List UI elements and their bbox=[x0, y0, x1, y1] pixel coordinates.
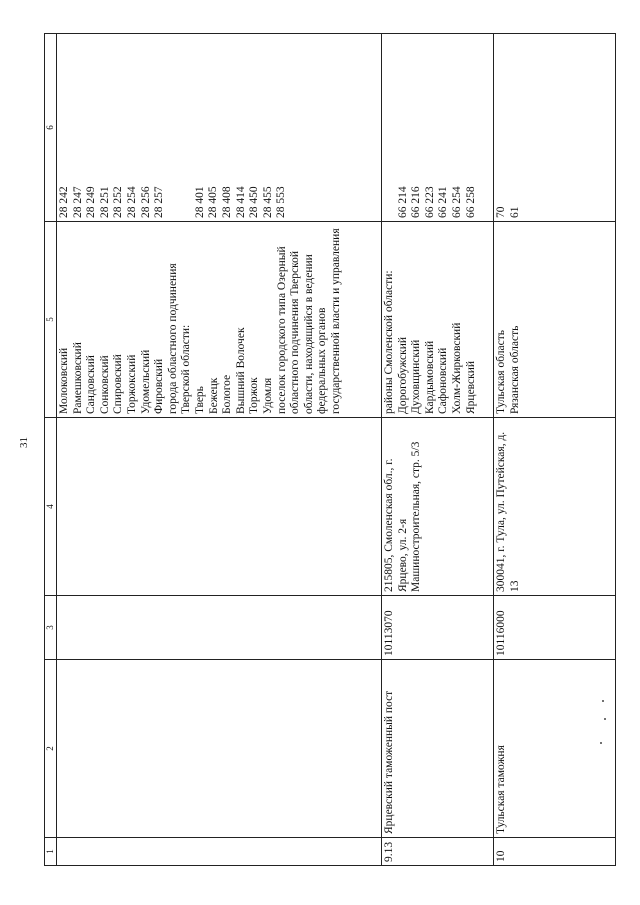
table-row-9-13 bbox=[382, 34, 494, 866]
okato-code: 28 251 bbox=[98, 186, 111, 218]
table-row-10 bbox=[494, 34, 616, 866]
okato-code: 70 bbox=[495, 206, 507, 218]
table-row-continuation bbox=[57, 34, 382, 866]
cell-address bbox=[494, 418, 616, 596]
header-col-3: 3 bbox=[45, 596, 57, 660]
okato-code-spacer bbox=[167, 37, 194, 218]
okato-code: 28 256 bbox=[139, 186, 152, 218]
cell-codes bbox=[57, 34, 382, 222]
okato-code: 28 414 bbox=[234, 186, 247, 218]
header-col-6: 6 bbox=[45, 34, 57, 222]
cell-districts bbox=[57, 222, 382, 418]
district-name: Сонковский bbox=[98, 355, 111, 414]
header-col-2: 2 bbox=[45, 660, 57, 838]
cell-address bbox=[382, 418, 494, 596]
table-header-row bbox=[45, 34, 57, 866]
cell-num bbox=[57, 838, 382, 866]
cell-num: 9.13 bbox=[382, 838, 494, 866]
okato-code: 28 408 bbox=[220, 186, 233, 218]
okato-code: 28 553 bbox=[275, 186, 288, 218]
district-name: Духовщинский bbox=[410, 339, 423, 414]
cell-code: 10113070 bbox=[382, 596, 494, 660]
district-name: Холм-Жирковский bbox=[450, 322, 463, 414]
district-name: Сандовский bbox=[85, 355, 98, 414]
header-col-4: 4 bbox=[45, 418, 57, 596]
district-group-heading: районы Смоленской области: bbox=[383, 270, 395, 414]
cell-code: 10116000 bbox=[494, 596, 616, 660]
cell-districts bbox=[382, 222, 494, 418]
cell-name: Ярцевский таможенный пост bbox=[382, 660, 494, 838]
cell-name bbox=[57, 660, 382, 838]
customs-table bbox=[44, 33, 616, 866]
district-name: Кардымовский bbox=[423, 340, 436, 414]
cell-codes bbox=[382, 34, 494, 222]
cell-address bbox=[57, 418, 382, 596]
region-name: Рязанская область bbox=[508, 325, 521, 414]
city-name: Бежецк bbox=[207, 377, 220, 414]
city-name: Вышний Волочек bbox=[234, 327, 247, 414]
okato-code: 28 450 bbox=[248, 186, 261, 218]
address-text: 300041, г. Тула, ул. Путейская, д. 13 bbox=[495, 431, 521, 592]
address-text: 215805, Смоленская обл., г. Ярцево, ул. 2-я Машиностроительная, стр. 5/3 bbox=[383, 441, 423, 592]
cell-areas bbox=[494, 222, 616, 418]
okato-code: 66 254 bbox=[450, 186, 463, 218]
city-name: Тверь bbox=[193, 386, 206, 414]
header-col-1: 1 bbox=[45, 838, 57, 866]
rotated-table-container bbox=[44, 34, 616, 866]
district-group-heading: города областного подчинения Тверской области: bbox=[166, 263, 193, 414]
okato-code: 66 214 bbox=[396, 186, 409, 218]
district-name: Сафоновский bbox=[437, 347, 450, 414]
district-name: Торжокский bbox=[125, 354, 138, 414]
city-name: Торжок bbox=[248, 377, 261, 414]
district-name: Удомельский bbox=[139, 349, 152, 414]
okato-code: 61 bbox=[508, 206, 521, 218]
city-name: Бологое bbox=[221, 374, 234, 414]
settlement-description: поселок городского типа Озерный областного подчинения Тверской области, находящийся в ведении федеральных органов государственной власти и управления bbox=[275, 228, 342, 414]
okato-code: 66 223 bbox=[423, 186, 436, 218]
okato-code: 66 258 bbox=[464, 186, 477, 218]
page-number: 31 bbox=[18, 437, 30, 448]
okato-code: 28 257 bbox=[153, 186, 166, 218]
okato-code: 28 405 bbox=[207, 186, 220, 218]
district-name: Ярцевский bbox=[464, 360, 477, 414]
district-name: Дорогобужский bbox=[396, 336, 409, 414]
cell-codes bbox=[494, 34, 616, 222]
header-col-5: 5 bbox=[45, 222, 57, 418]
okato-code: 28 252 bbox=[112, 186, 125, 218]
district-name: Молоковский bbox=[58, 347, 70, 414]
region-name: Тульская область bbox=[495, 330, 507, 414]
okato-code: 28 249 bbox=[85, 186, 98, 218]
okato-code-spacer bbox=[383, 37, 397, 218]
district-name: Фировский bbox=[153, 358, 166, 414]
okato-code: 28 242 bbox=[58, 186, 70, 218]
district-name: Спировский bbox=[112, 354, 125, 414]
okato-code: 28 455 bbox=[261, 186, 274, 218]
cell-name: Тульская таможня bbox=[494, 660, 616, 838]
city-name: Удомля bbox=[261, 377, 274, 414]
cell-num: 10 bbox=[494, 838, 616, 866]
okato-code: 28 247 bbox=[71, 186, 84, 218]
okato-code: 66 241 bbox=[437, 186, 450, 218]
okato-code: 28 401 bbox=[193, 186, 206, 218]
cell-code bbox=[57, 596, 382, 660]
okato-code: 66 216 bbox=[410, 186, 423, 218]
okato-code: 28 254 bbox=[125, 186, 138, 218]
district-name: Рамешковский bbox=[71, 342, 84, 414]
